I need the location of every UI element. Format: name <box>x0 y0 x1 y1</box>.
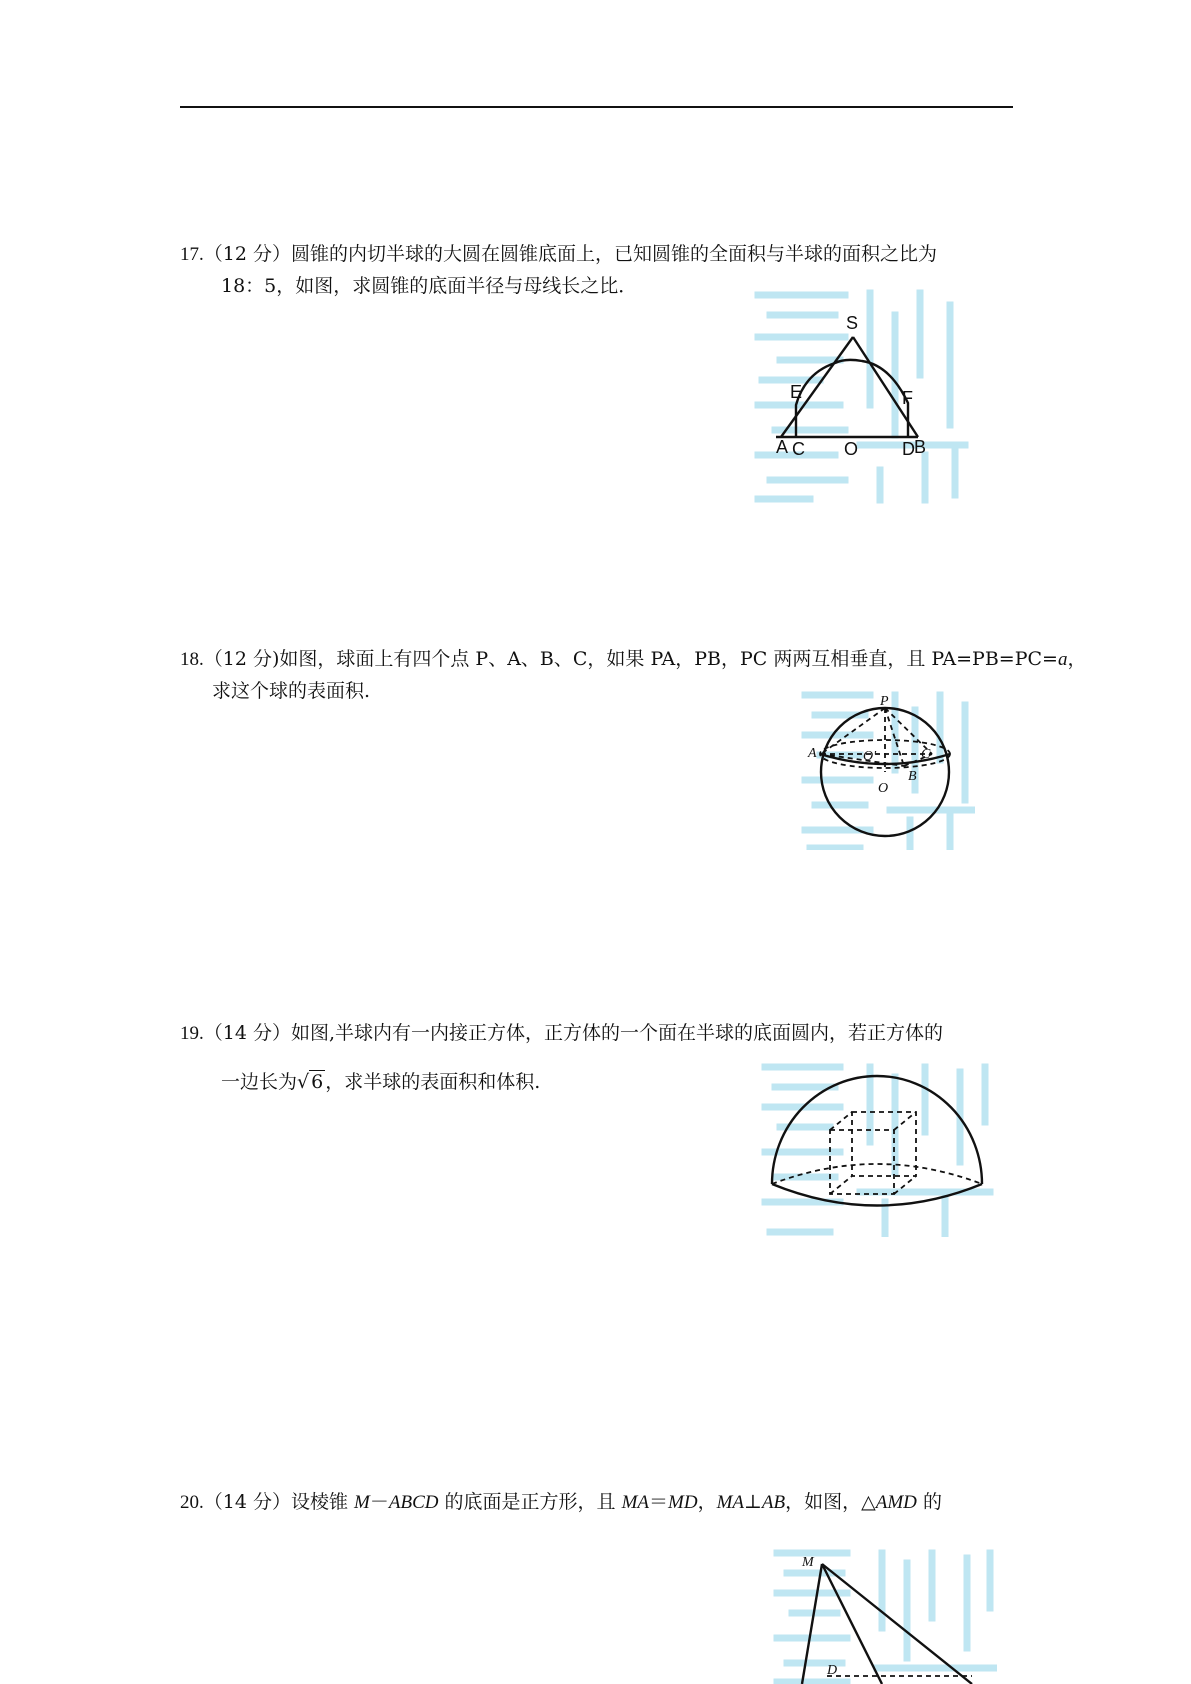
label-C: C <box>921 747 931 762</box>
question-text: 的 <box>916 1491 942 1513</box>
question-text: （12 分）圆锥的内切半球的大圆在圆锥底面上，已知圆锥的全面积与半球的面积之比为 <box>203 243 937 265</box>
square-root: √ 6 <box>297 1071 324 1093</box>
question-text: （12 分)如图，球面上有四个点 P、A、B、C，如果 PA，PB，PC 两两互相垂直，且 PA=PB=PC= <box>203 648 1058 670</box>
label-D: D <box>827 1663 838 1678</box>
question-20-figure <box>772 1548 997 1684</box>
question-text: ， <box>697 1491 717 1513</box>
question-text: 一边长为 <box>221 1071 298 1093</box>
label-S: S <box>846 313 859 333</box>
question-19-figure <box>760 1062 995 1237</box>
variable: MA <box>621 1492 649 1513</box>
question-18-figure <box>800 690 975 850</box>
question-number: 18. <box>180 649 204 670</box>
question-20-line1 <box>180 1486 942 1519</box>
watermark-seal <box>765 1067 990 1234</box>
label-B: B <box>908 769 917 784</box>
variable-a: a <box>1057 649 1068 670</box>
label-P: P <box>880 694 889 709</box>
question-text: ，求半球的表面积和体积. <box>325 1071 541 1093</box>
question-number: 20. <box>180 1492 204 1513</box>
question-19-line2 <box>221 1066 540 1098</box>
variable: MA <box>716 1492 745 1513</box>
variable: ABCD <box>388 1492 439 1513</box>
question-number: 17. <box>180 244 204 265</box>
question-17-line2 <box>221 270 637 302</box>
variable: MD <box>668 1492 698 1513</box>
label-D: D <box>902 439 915 459</box>
variable: M <box>354 1492 370 1513</box>
label-O: O <box>878 781 889 796</box>
question-text: （14 分）设棱锥 <box>203 1491 355 1513</box>
label-B: B <box>914 437 927 457</box>
question-17-line1 <box>180 238 937 271</box>
header-rule <box>180 106 1013 108</box>
question-text: ，如图，△ <box>785 1491 876 1513</box>
label-C: C <box>792 439 805 459</box>
question-18-line2 <box>212 675 370 707</box>
label-F: F <box>902 388 913 408</box>
label-A: A <box>776 437 789 457</box>
label-O-prime: O' <box>863 749 877 764</box>
punctuation: ， <box>1067 648 1087 670</box>
question-text: 求这个球的表面积. <box>212 680 371 702</box>
label-A: A <box>808 746 817 761</box>
question-18-line1 <box>180 643 1086 676</box>
question-text: 18：5，如图，求圆锥的底面半径与母线长之比． <box>221 275 638 297</box>
question-text: 的底面是正方形，且 <box>438 1491 622 1513</box>
watermark-seal <box>777 1553 994 1682</box>
question-number: 19. <box>180 1023 204 1044</box>
label-O: O <box>844 439 859 459</box>
label-E: E <box>790 382 803 402</box>
variable: AB <box>761 1492 786 1513</box>
question-19-line1 <box>180 1017 943 1050</box>
question-text: － <box>369 1491 389 1513</box>
question-17-figure <box>750 285 970 505</box>
variable: AMD <box>875 1492 917 1513</box>
label-M: M <box>802 1555 814 1570</box>
question-text: ＝ <box>649 1491 669 1513</box>
question-text: ⊥ <box>744 1491 762 1513</box>
question-text: （14 分）如图,半球内有一内接正方体，正方体的一个面在半球的底面圆内，若正方体的 <box>203 1022 944 1044</box>
radicand: 6 <box>311 1071 324 1093</box>
